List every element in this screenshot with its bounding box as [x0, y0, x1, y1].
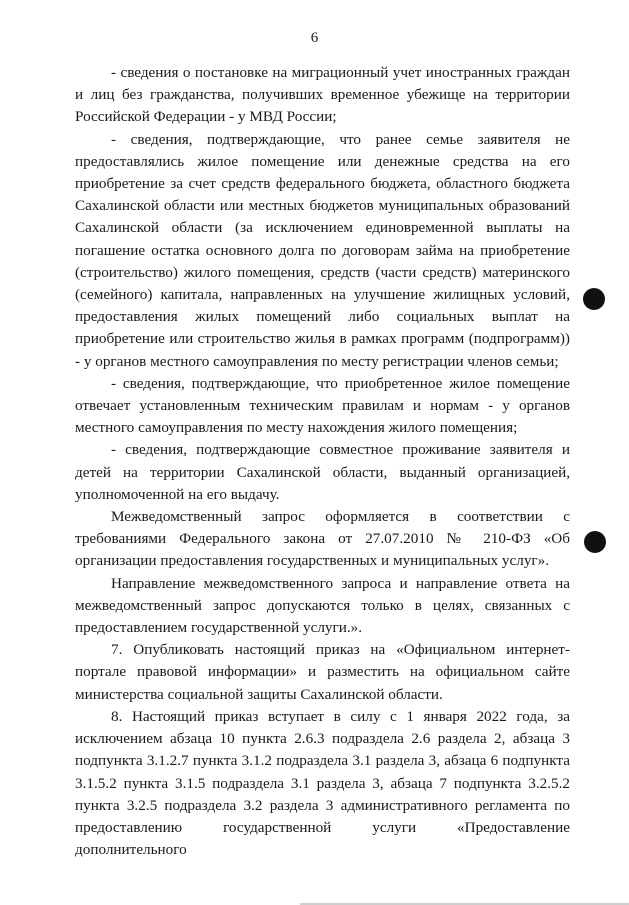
paragraph-cohabitation: - сведения, подтверждающие совместное проживание заявителя и детей на территории Сахалинской области, выданный организацией, уполномоченной на его выдачу.	[75, 441, 570, 503]
paragraph-item-7: 7. Опубликовать настоящий приказ на «Официальном интернет-портале правовой информации» и разместить на официальном сайте министерства социальной защиты Сахалинской области.	[75, 641, 570, 703]
paragraph-interagency-request: Межведомственный запрос оформляется в соответствии с требованиями Федерального закона от 27.07.2010 № 210-ФЗ «Об организации предоставления государственных и муниципальных услуг».	[75, 508, 570, 570]
paragraph-item-8: 8. Настоящий приказ вступает в силу с 1 января 2022 года, за исключением абзаца 10 пункта 2.6.3 подраздела 2.6 раздела 2, абзаца 3 подпункта 3.1.2.7 пункта 3.1.2 подраздела 3.1 раздела 3, абзаца 6 подпункта 3.1.5.2 пункта 3.1.5 подраздела 3.1 раздела 3, абзаца 7 подпункта 3.2.5.2 пункта 3.2.5 подраздела 3.2 раздела 3 административного регламента по предоставлению государственной услуги «Предоставление дополнительного	[75, 707, 570, 859]
punch-hole-mark	[584, 531, 606, 553]
paragraph-housing-not-provided: - сведения, подтверждающие, что ранее семье заявителя не предоставлялись жилое помещение или денежные средства на его приобретение за счет средств федерального бюджета, областного бюджета Сахалинской области или местных бюджетов муниципальных образований Сахалинской области (за исключением единовременной выплаты на погашение остатка основного долга по договорам займа на приобретение (строительство) жилого помещения, средств (части средств) материнского (семейного) капитала, направленных на улучшение жилищных условий, предоставления жилых помещений либо социальных выплат на приобретение или строительство жилья в рамках программ (подпрограмм)) - у органов местного самоуправления по месту регистрации членов семьи;	[75, 130, 570, 370]
document-body	[75, 62, 570, 861]
paragraph-housing-compliance: - сведения, подтверждающие, что приобретенное жилое помещение отвечает установленным техническим правилам и нормам - у органов местного самоуправления по месту нахождения жилого помещения;	[75, 374, 570, 437]
paragraph-request-purpose: Направление межведомственного запроса и направление ответа на межведомственный запрос допускаются только в целях, связанных с предоставлением государственной услуги.».	[75, 574, 570, 637]
page-number: 6	[310, 30, 319, 46]
paragraph-migration-info: - сведения о постановке на миграционный учет иностранных граждан и лиц без гражданства, получивших временное убежище на территории Российской Федерации - у МВД России;	[75, 64, 570, 126]
punch-hole-mark	[583, 288, 605, 310]
